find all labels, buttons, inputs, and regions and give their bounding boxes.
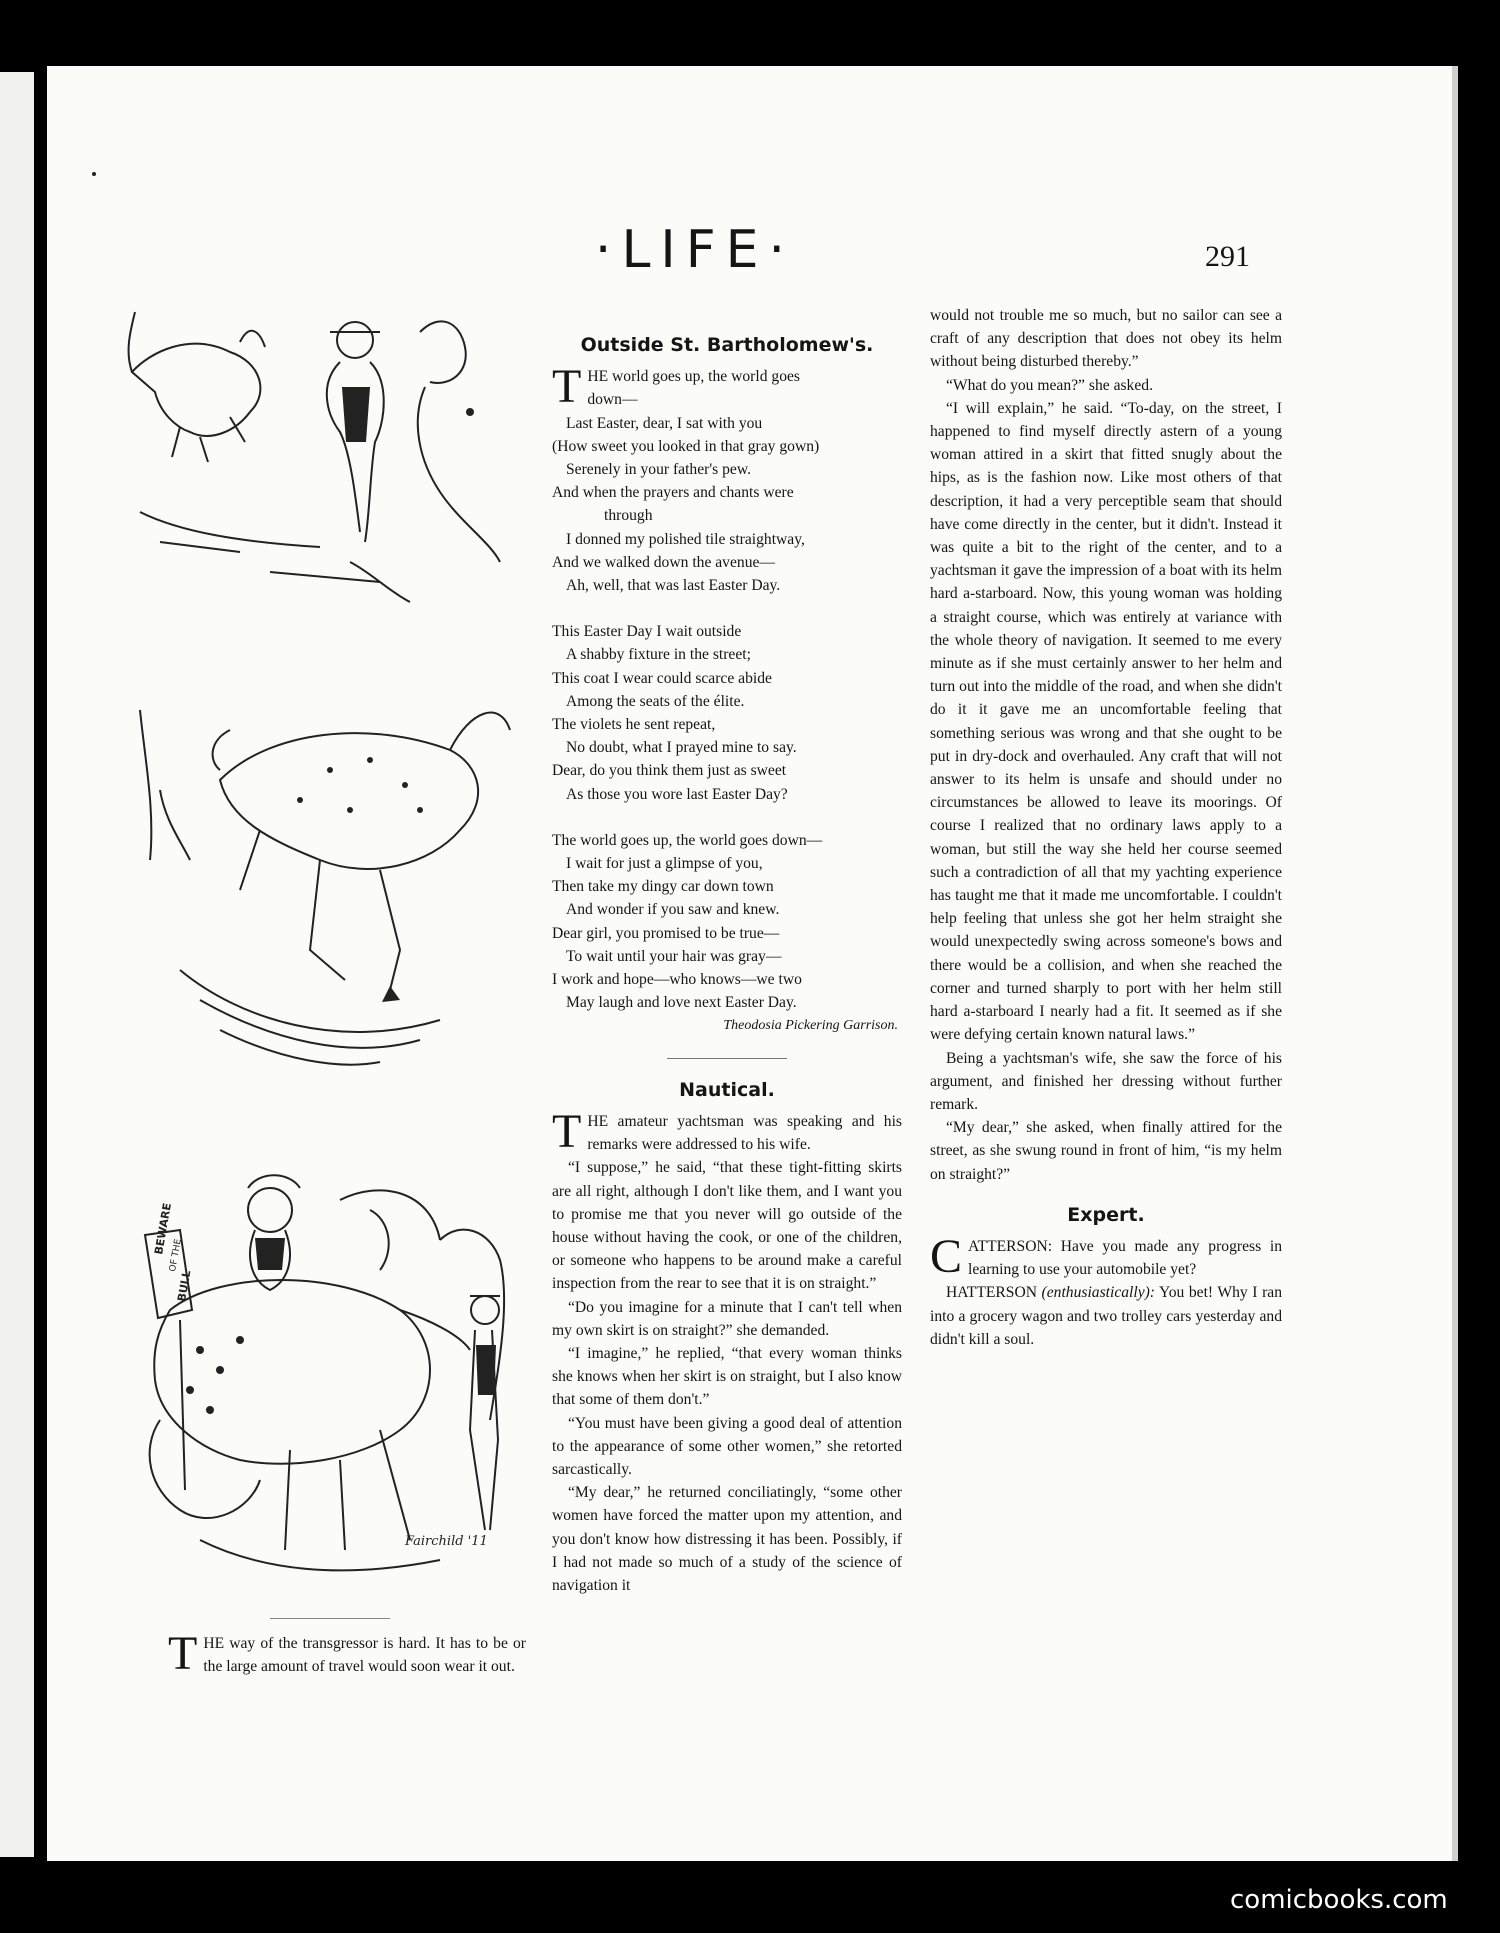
- poem-line: Dear girl, you promised to be true—: [552, 924, 780, 942]
- poem-line: I wait for just a glimpse of you,: [566, 855, 763, 873]
- caption-text: HE way of the transgressor is hard. It has to be or the large amount of travel would soon wear it out.: [203, 1635, 526, 1676]
- illustration-bull-and-couple: [120, 292, 520, 622]
- poem-line: And wonder if you saw and knew.: [566, 901, 780, 919]
- poem-title: Outside St. Bartholomew's.: [580, 334, 874, 356]
- poem-line: HE world goes up, the world goes: [587, 368, 800, 386]
- expert-line-2: You bet! Why I ran into a grocery wagon and two trolley cars yesterday and didn't kill a soul.: [930, 1284, 1282, 1348]
- poem-line: Last Easter, dear, I sat with you: [566, 414, 763, 432]
- sign-line-1: BEWARE: [152, 1202, 174, 1256]
- poem-line: Ah, well, that was last Easter Day.: [566, 577, 781, 595]
- artist-signature: Fairchild '11: [405, 1534, 488, 1549]
- poem-dropcap: T: [552, 360, 582, 414]
- expert-speaker-1: ATTERSON:: [968, 1237, 1053, 1255]
- nautical-dropcap: T: [552, 1104, 582, 1158]
- poem-line: down—: [587, 391, 638, 409]
- nautical-paragraph: “I imagine,” he replied, “that every woman thinks she knows when her skirt is on straight, but I also know that some of them don't.”: [552, 1344, 902, 1409]
- nautical-continued: “My dear,” she asked, when finally attired for the street, as she swung round in front of him, “is my helm on straight?”: [930, 1119, 1282, 1183]
- expert-stage-direction: (enthusiastically):: [1041, 1284, 1156, 1302]
- cartoon-caption: [168, 1627, 526, 1680]
- caption-dropcap: T: [168, 1627, 198, 1680]
- page-number: 291: [1205, 240, 1250, 273]
- poem-stanza-3: [552, 829, 902, 1015]
- poem-body: [552, 360, 902, 1037]
- illustration-girl-on-bull: [140, 1160, 540, 1610]
- poem-line: To wait until your hair was gray—: [566, 947, 782, 965]
- poem-line: Dear, do you think them just as sweet: [552, 762, 787, 780]
- expert-speaker-2: HATTERSON: [946, 1284, 1037, 1302]
- facing-page-edge: [0, 72, 34, 1857]
- poem-line: The world goes up, the world goes down—: [552, 831, 823, 849]
- nautical-paragraph: “I suppose,” he said, “that these tight-fitting skirts are all right, although I don't like them, and I want you to promise me that you never will go outside of the house without having the cook, or one of the children, or someone who happens to be around make a careful inspection from the rear to see that it is on straight.”: [552, 1159, 902, 1293]
- nautical-continued: “I will explain,” he said. “To-day, on the street, I happened to find myself directly astern of a young woman attired in a skirt that fitted snugly about the hips, as is the fashion now. Like most others of that description, it had a very perceptible seam that should have come directly in the center, but it didn't. Instead it was quite a bit to the right of the center, and to a yachtsman it gave the impression of a boat with its helm hard a-starboard. Now, this young woman was holding a straight course, which was entirely at variance with the whole theory of navigation. It seemed to me every minute as if she must certainly answer to her helm and turn out into the middle of the road, and when she didn't do it it gave me an uncomfortable feeling that something serious was wrong and that she ought to be put in dry-dock and overhauled. Any craft that will not answer to its helm is unsafe and should under no circumstances be allowed to leave its moorings. Of course I realized that no ordinary laws apply to a woman, but still the way she held her course seemed such a contradiction of all that my yachting experience has taught me that it made me uncomfortable. I couldn't help feeling that unless she got her helm straight she would unexpectedly swing across someone's bows and there would be a collision, and when she reached the corner and turned sharply to port with her helm still hard a-starboard I nearly had a fit. It seemed as if she were defying certain known natural laws.”: [930, 399, 1282, 1044]
- poem-line: May laugh and love next Easter Day.: [566, 994, 797, 1012]
- section-divider: [667, 1058, 787, 1059]
- illustration-charging-bull: [120, 690, 520, 1090]
- poem-line: As those you wore last Easter Day?: [566, 785, 788, 803]
- nautical-title: Nautical.: [679, 1078, 775, 1101]
- middle-column: [552, 334, 902, 1597]
- right-column: [930, 304, 1282, 1351]
- sign-line-3: BULL: [175, 1269, 194, 1303]
- poem-line: The violets he sent repeat,: [552, 716, 716, 734]
- nautical-paragraph: “You must have been giving a good deal of attention to the appearance of some other women,” she retorted sarcastically.: [552, 1414, 902, 1478]
- expert-title: Expert.: [1067, 1203, 1145, 1226]
- nautical-continued: “What do you mean?” she asked.: [946, 376, 1153, 394]
- poem-line: I work and hope—who knows—we two: [552, 971, 802, 989]
- caption-rule: [270, 1618, 390, 1619]
- poem-line: I donned my polished tile straightway,: [566, 530, 805, 548]
- poem-line: A shabby fixture in the street;: [566, 646, 751, 664]
- poem-line: Then take my dingy car down town: [552, 878, 774, 896]
- poem-line: Among the seats of the élite.: [566, 692, 745, 710]
- poem-line: And we walked down the avenue—: [552, 553, 776, 571]
- poem-line: And when the prayers and chants were: [552, 484, 794, 502]
- poem-stanza-1: [552, 360, 902, 597]
- poem-line: Serenely in your father's pew.: [566, 461, 751, 479]
- sign-line-2: OF THE: [168, 1238, 184, 1273]
- expert-dropcap: C: [930, 1229, 963, 1283]
- poem-line: This Easter Day I wait outside: [552, 623, 742, 641]
- poem-line: No doubt, what I prayed mine to say.: [566, 739, 797, 757]
- nautical-first-paragraph: HE amateur yachtsman was speaking and his remarks were addressed to his wife.: [587, 1112, 902, 1154]
- poem-line: This coat I wear could scarce abide: [552, 669, 772, 687]
- poem-stanza-2: [552, 620, 902, 806]
- nautical-paragraph: “Do you imagine for a minute that I can't tell when my own skirt is on straight?” she demanded.: [552, 1298, 902, 1339]
- nautical-paragraph: “My dear,” he returned conciliatingly, “some other women have forced the matter upon my attention, and you don't know how distressing it has been. Possibly, if I had not made so much of a study of the science of navigation it: [552, 1484, 902, 1594]
- expert-line-1: Have you made any progress in learning to use your automobile yet?: [968, 1237, 1282, 1279]
- masthead-title: ·LIFE·: [594, 220, 796, 280]
- page-edge-shadow: [1452, 66, 1458, 1861]
- poem-line: through: [604, 507, 653, 525]
- poem-line: (How sweet you looked in that gray gown): [552, 437, 820, 455]
- watermark: comicbooks.com: [1230, 1885, 1448, 1915]
- nautical-continued: Being a yachtsman's wife, she saw the force of his argument, and finished her dressing without further remark.: [930, 1049, 1282, 1113]
- speck: [92, 172, 96, 176]
- nautical-continued: would not trouble me so much, but no sailor can see a craft of any description that does not obey its helm without being disturbed thereby.”: [930, 307, 1282, 371]
- poem-signature: Theodosia Pickering Garrison.: [723, 1018, 898, 1034]
